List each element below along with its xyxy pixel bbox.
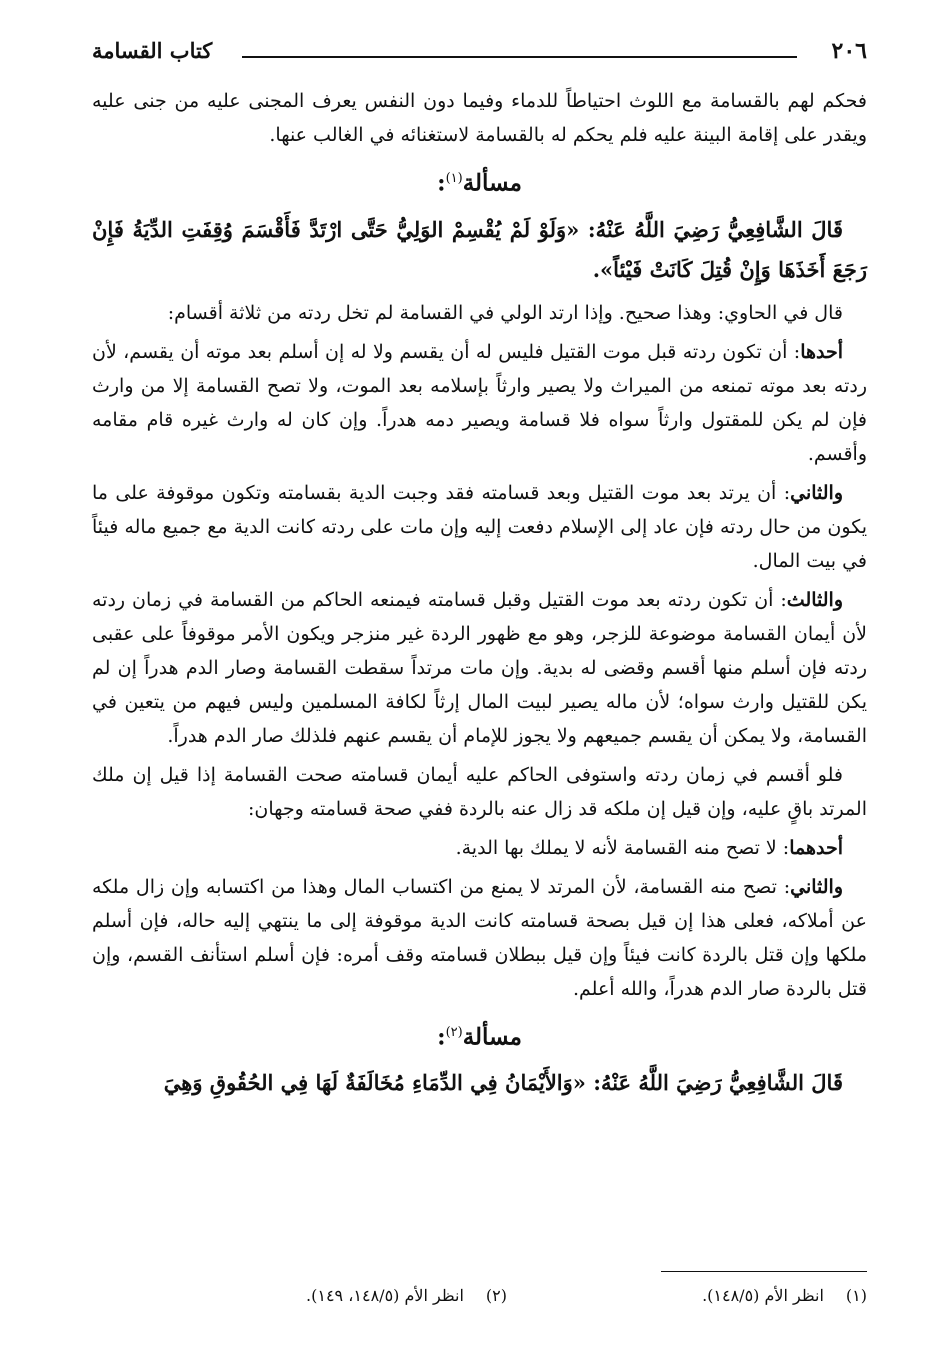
paragraph — [92, 335, 867, 471]
paragraph-lead: والثاني — [790, 875, 843, 898]
footnote-rule — [661, 1271, 867, 1272]
paragraph-lead: أحدهما — [789, 836, 843, 859]
heading-text: مسألة — [462, 1023, 522, 1051]
paragraph — [92, 476, 867, 578]
page-body — [92, 84, 867, 1109]
footnote-ref: (١) — [445, 171, 463, 186]
shafii-quote: قَالَ الشَّافِعِيُّ رَضِيَ اللَّهُ عَنْهُ: «وَلَوْ لَمْ يُقْسِمْ الوَلِيُّ حَتَّى ارْتَدَّ فَأَقْسَمَ وُقِفَتِ الدِّيَةُ فَإِنْ رَجَعَ أَخَذَهَا وَإِنْ قُتِلَ كَانَتْ فَيْئاً». — [92, 216, 867, 282]
paragraph: قال في الحاوي: وهذا صحيح. وإذا ارتد الولي في القسامة لم تخل ردته من ثلاثة أقسام: — [167, 301, 843, 324]
paragraph-text: : لا تصح منه القسامة لأنه لا يملك بها الدية. — [455, 836, 790, 859]
footnote — [702, 1286, 867, 1305]
footnote-text: انظر الأم (١٤٨/٥). — [702, 1286, 824, 1305]
paragraph-lead: أحدها — [800, 340, 843, 363]
paragraph: فلو أقسم في زمان ردته واستوفى الحاكم عليه أيمان قسامته صحت القسامة إذا قيل إن ملك المرتد باقٍ عليه، وإن قيل إن ملكه قد زال عنه بالردة ففي صحة قسامته وجهان: — [92, 763, 867, 820]
page-number: ٢٠٦ — [831, 38, 867, 64]
paragraph-text: : أن تكون ردته قبل موت القتيل فليس له أن يقسم ولا له إن أسلم بعد موته أن يقسم، لأن ردته بعد موته تمنعه من الميراث ولا يصير وارثاً بإسلامه بعد الموت، ولا تصح القسامة إلا من وارث فإن لم يكن للمقتول وارثاً سواه فلا قسامة ويصير دمه هدراً. وإن كان له وارث غيره قام مقامه وأقسم. — [92, 340, 867, 465]
paragraph-text: : تصح منه القسامة، لأن المرتد لا يمنع من اكتساب المال وهذا من اكتسابه وإن زال ملكه عن أملاكه، فعلى هذا إن قيل بصحة قسامته كانت الدية موقوفة إلى ما ينتهي إليه حاله، فإن أسلم ملكها وإن قتل بالردة كانت فيئاً وإن قيل ببطلان قسامته وقف أمره: فإن أسلم استأنف القسم، وإن قتل بالردة صار الدم هدراً، والله أعلم. — [92, 875, 867, 1000]
shafii-quote: قَالَ الشَّافِعِيُّ رَضِيَ اللَّهُ عَنْهُ: «وَالأَيْمَانُ فِي الدِّمَاءِ مُخَالَفَةٌ لَهَا فِي الحُقُوقِ وَهِيَ — [163, 1070, 843, 1096]
section-heading: مسألة$^{(٢)}$: — [437, 1023, 522, 1051]
paragraph-lead: والثاني — [790, 481, 843, 504]
running-header — [92, 38, 867, 72]
heading-text: مسألة — [462, 169, 522, 197]
paragraph-lead: والثالث — [786, 588, 843, 611]
chapter-title: كتاب القسامة — [92, 38, 213, 63]
paragraph — [92, 831, 867, 865]
footnote-text: انظر الأم (١٤٨/٥، ١٤٩). — [306, 1286, 464, 1305]
paragraph-text: : أن تكون ردته بعد موت القتيل وقبل قسامته فيمنعه الحاكم من القسامة في زمان ردته لأن أيمان القسامة موضوعة للزجر، وهو مع ظهور الردة غير منزجر ويكون الأمر موقوفاً على عقبى ردته فإن أسلم منها أقسم وقضى له بدية. وإن مات مرتداً سقطت القسامة وصار الدم هدراً إن لم يكن للقتيل وارث سواه؛ لأن ماله يصير لبيت المال إرثاً لكافة المسلمين وليس فيهم من يتعين في القسامة، ولا يمكن أن يقسم جميعهم ولا يجوز للإمام أن يقسم عنهم فلذلك صار الدم هدراً. — [92, 588, 867, 747]
footnote — [306, 1286, 507, 1305]
paragraph — [92, 583, 867, 753]
paragraph — [92, 870, 867, 1006]
header-rule — [242, 56, 797, 58]
paragraph: فحكم لهم بالقسامة مع اللوث احتياطاً للدماء وفيما دون النفس يعرف المجنى عليه من جنى عليه ويقدر على إقامة البينة عليه فلم يحكم له بالقسامة لاستغنائه في الغالب عنها. — [92, 90, 867, 146]
footnote-number: (٢) — [485, 1286, 507, 1305]
footnote-number: (١) — [845, 1286, 867, 1305]
footnote-ref: (٢) — [445, 1024, 463, 1040]
paragraph-text: : أن يرتد بعد موت القتيل وبعد قسامته فقد وجبت الدية بقسامته وتكون موقوفة على ما يكون من حال ردته فإن عاد إلى الإسلام دفعت إليه وإن مات على ردته كانت الدية مع جميع ماله فيئاً في بيت المال. — [92, 481, 867, 572]
section-heading: مسألة$^{(١)}$: — [437, 169, 522, 197]
